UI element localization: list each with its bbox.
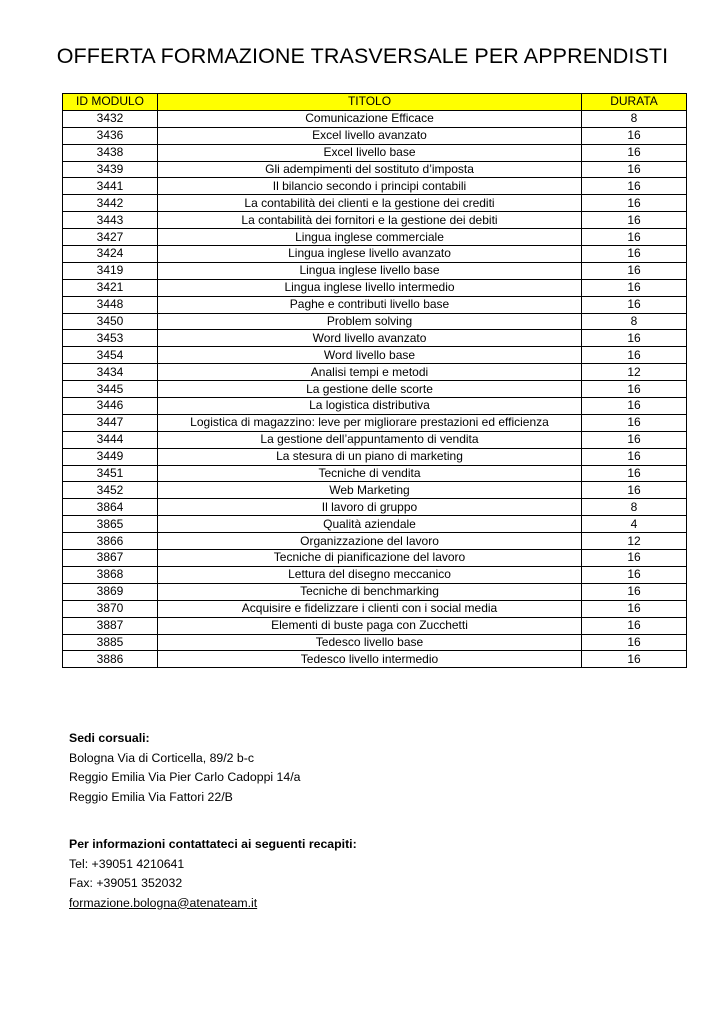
cell-duration: 8 <box>582 313 687 330</box>
cell-duration: 16 <box>582 296 687 313</box>
table-row <box>63 144 687 161</box>
cell-title: Logistica di magazzino: leve per migliorare prestazioni ed efficienza <box>158 414 582 431</box>
cell-id: 3432 <box>63 110 158 127</box>
cell-id: 3447 <box>63 414 158 431</box>
location-line: Bologna Via di Corticella, 89/2 b-c <box>69 750 255 765</box>
table-row <box>63 279 687 296</box>
contact-fax: Fax: +39051 352032 <box>69 876 183 890</box>
cell-title: Il lavoro di gruppo <box>158 499 582 516</box>
cell-id: 3436 <box>63 127 158 144</box>
cell-title: Tedesco livello intermedio <box>158 651 582 668</box>
cell-title: Excel livello avanzato <box>158 127 582 144</box>
cell-id: 3449 <box>63 448 158 465</box>
locations-heading: Sedi corsuali: <box>69 731 150 745</box>
courses-table <box>62 93 687 668</box>
cell-id: 3885 <box>63 634 158 651</box>
cell-title: La contabilità dei clienti e la gestione dei crediti <box>158 195 582 212</box>
column-header-duration: DURATA <box>582 94 687 111</box>
cell-title: Word livello avanzato <box>158 330 582 347</box>
column-header-title: TITOLO <box>158 94 582 111</box>
table-row <box>63 246 687 263</box>
cell-id: 3865 <box>63 516 158 533</box>
cell-duration: 16 <box>582 550 687 567</box>
cell-title: Lingua inglese commerciale <box>158 229 582 246</box>
cell-duration: 16 <box>582 330 687 347</box>
cell-id: 3445 <box>63 381 158 398</box>
cell-id: 3439 <box>63 161 158 178</box>
cell-id: 3454 <box>63 347 158 364</box>
cell-duration: 16 <box>582 161 687 178</box>
cell-title: Comunicazione Efficace <box>158 110 582 127</box>
cell-title: Tecniche di benchmarking <box>158 583 582 600</box>
cell-duration: 8 <box>582 110 687 127</box>
table-row <box>63 127 687 144</box>
cell-duration: 16 <box>582 651 687 668</box>
cell-duration: 8 <box>582 499 687 516</box>
table-row <box>63 499 687 516</box>
cell-duration: 4 <box>582 516 687 533</box>
table-row <box>63 195 687 212</box>
cell-id: 3864 <box>63 499 158 516</box>
table-row <box>63 566 687 583</box>
cell-id: 3446 <box>63 398 158 415</box>
cell-duration: 16 <box>582 127 687 144</box>
cell-duration: 16 <box>582 212 687 229</box>
table-row <box>63 533 687 550</box>
cell-title: Tecniche di vendita <box>158 465 582 482</box>
cell-duration: 16 <box>582 144 687 161</box>
cell-title: Excel livello base <box>158 144 582 161</box>
cell-title: Qualità aziendale <box>158 516 582 533</box>
cell-duration: 16 <box>582 246 687 263</box>
cell-id: 3450 <box>63 313 158 330</box>
cell-id: 3868 <box>63 566 158 583</box>
cell-duration: 16 <box>582 195 687 212</box>
table-row <box>63 651 687 668</box>
cell-duration: 16 <box>582 583 687 600</box>
cell-id: 3866 <box>63 533 158 550</box>
location-line: Reggio Emilia Via Pier Carlo Cadoppi 14/a <box>69 770 301 784</box>
table-row <box>63 465 687 482</box>
cell-title: Il bilancio secondo i principi contabili <box>158 178 582 195</box>
cell-duration: 16 <box>582 634 687 651</box>
locations-section <box>69 729 301 807</box>
table-row <box>63 516 687 533</box>
table-body <box>63 110 687 667</box>
table-row <box>63 431 687 448</box>
cell-title: La contabilità dei fornitori e la gestione dei debiti <box>158 212 582 229</box>
cell-id: 3438 <box>63 144 158 161</box>
cell-title: Lingua inglese livello base <box>158 262 582 279</box>
table-row <box>63 550 687 567</box>
table-row <box>63 364 687 381</box>
cell-duration: 16 <box>582 262 687 279</box>
cell-title: La stesura di un piano di marketing <box>158 448 582 465</box>
table-row <box>63 381 687 398</box>
table-row <box>63 330 687 347</box>
cell-id: 3434 <box>63 364 158 381</box>
cell-duration: 16 <box>582 347 687 364</box>
cell-duration: 16 <box>582 465 687 482</box>
cell-duration: 16 <box>582 414 687 431</box>
cell-title: Elementi di buste paga con Zucchetti <box>158 617 582 634</box>
cell-title: Paghe e contributi livello base <box>158 296 582 313</box>
column-header-id: ID MODULO <box>63 94 158 111</box>
cell-duration: 16 <box>582 600 687 617</box>
table-row <box>63 482 687 499</box>
table-row <box>63 347 687 364</box>
cell-duration: 16 <box>582 617 687 634</box>
table-row <box>63 262 687 279</box>
table-row <box>63 448 687 465</box>
cell-id: 3442 <box>63 195 158 212</box>
cell-id: 3424 <box>63 246 158 263</box>
table-row <box>63 398 687 415</box>
page-title: OFFERTA FORMAZIONE TRASVERSALE PER APPRENDISTI <box>56 44 669 68</box>
cell-duration: 16 <box>582 482 687 499</box>
cell-title: Word livello base <box>158 347 582 364</box>
cell-duration: 16 <box>582 279 687 296</box>
location-line: Reggio Emilia Via Fattori 22/B <box>69 789 233 804</box>
cell-duration: 16 <box>582 448 687 465</box>
cell-title: Tedesco livello base <box>158 634 582 651</box>
table-row <box>63 583 687 600</box>
table-row <box>63 313 687 330</box>
cell-id: 3444 <box>63 431 158 448</box>
cell-duration: 16 <box>582 566 687 583</box>
cell-duration: 12 <box>582 533 687 550</box>
cell-title: Lingua inglese livello intermedio <box>158 279 582 296</box>
table-row <box>63 110 687 127</box>
table-row <box>63 229 687 246</box>
cell-id: 3448 <box>63 296 158 313</box>
cell-duration: 16 <box>582 229 687 246</box>
table-row <box>63 414 687 431</box>
cell-title: Gli adempimenti del sostituto d’imposta <box>158 161 582 178</box>
table-header-row <box>63 94 687 111</box>
table-row <box>63 617 687 634</box>
cell-title: Acquisire e fidelizzare i clienti con i social media <box>158 600 582 617</box>
cell-id: 3869 <box>63 583 158 600</box>
table-row <box>63 161 687 178</box>
cell-title: Organizzazione del lavoro <box>158 533 582 550</box>
cell-id: 3867 <box>63 550 158 567</box>
cell-duration: 16 <box>582 178 687 195</box>
cell-id: 3870 <box>63 600 158 617</box>
contacts-section <box>69 835 357 913</box>
cell-id: 3451 <box>63 465 158 482</box>
cell-id: 3886 <box>63 651 158 668</box>
cell-duration: 12 <box>582 364 687 381</box>
cell-duration: 16 <box>582 431 687 448</box>
cell-title: Analisi tempi e metodi <box>158 364 582 381</box>
table-row <box>63 212 687 229</box>
cell-id: 3421 <box>63 279 158 296</box>
cell-title: La gestione delle scorte <box>158 381 582 398</box>
cell-title: Tecniche di pianificazione del lavoro <box>158 550 582 567</box>
table-row <box>63 178 687 195</box>
cell-title: La logistica distributiva <box>158 398 582 415</box>
cell-duration: 16 <box>582 398 687 415</box>
cell-id: 3443 <box>63 212 158 229</box>
cell-duration: 16 <box>582 381 687 398</box>
cell-id: 3887 <box>63 617 158 634</box>
cell-id: 3419 <box>63 262 158 279</box>
cell-id: 3452 <box>63 482 158 499</box>
table-row <box>63 634 687 651</box>
contact-tel: Tel: +39051 4210641 <box>69 856 185 871</box>
contacts-heading: Per informazioni contattateci ai seguenti recapiti: <box>69 837 357 851</box>
cell-title: Lingua inglese livello avanzato <box>158 246 582 263</box>
cell-title: Web Marketing <box>158 482 582 499</box>
cell-id: 3453 <box>63 330 158 347</box>
contact-email-link[interactable]: formazione.bologna@atenateam.it <box>69 895 258 910</box>
cell-title: La gestione dell’appuntamento di vendita <box>158 431 582 448</box>
cell-title: Problem solving <box>158 313 582 330</box>
table-row <box>63 296 687 313</box>
cell-title: Lettura del disegno meccanico <box>158 566 582 583</box>
cell-id: 3427 <box>63 229 158 246</box>
table-row <box>63 600 687 617</box>
cell-id: 3441 <box>63 178 158 195</box>
